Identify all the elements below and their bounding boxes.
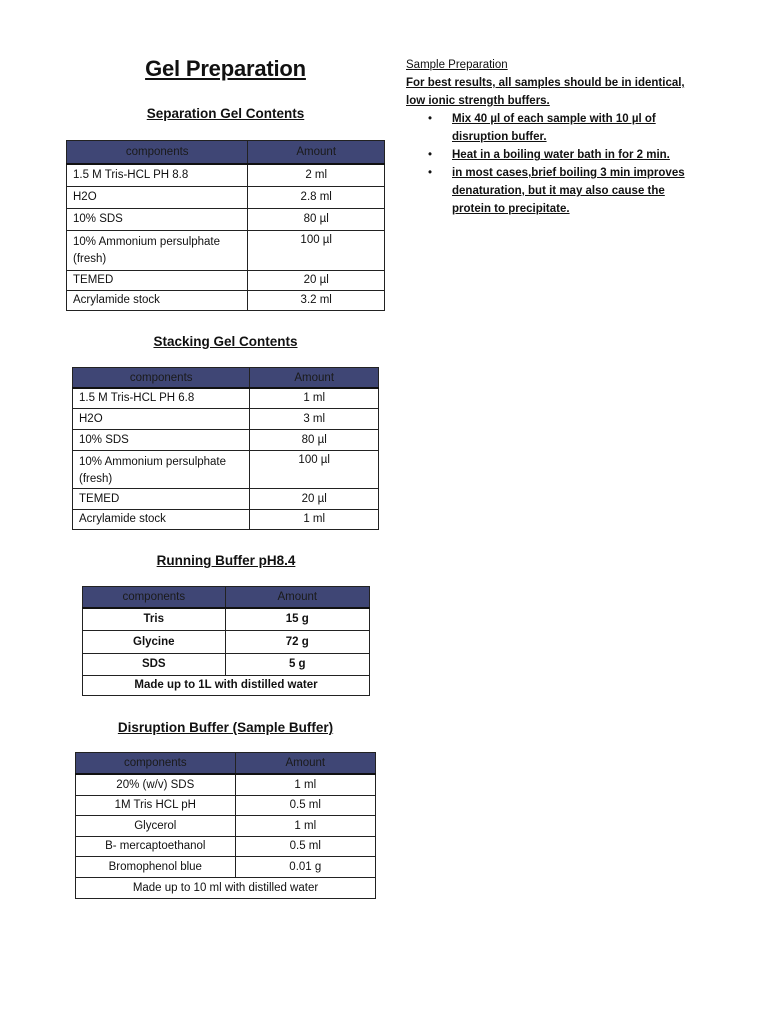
component-cell: TEMED xyxy=(73,488,250,509)
amount-cell: 1 ml xyxy=(235,815,375,836)
component-cell: Bromophenol blue xyxy=(76,856,236,877)
component-cell: Acrylamide stock xyxy=(73,509,250,529)
amount-cell: 0.5 ml xyxy=(235,836,375,856)
column-header: Amount xyxy=(248,141,385,165)
table-row xyxy=(67,230,385,270)
sample-heading: Sample Preparation xyxy=(406,59,508,71)
separation-heading: Separation Gel Contents xyxy=(146,106,305,121)
step-text: in most cases,brief boiling 3 min improves denaturation, but it may also cause the protein to precipitate. xyxy=(452,167,685,215)
amount-cell: 1 ml xyxy=(235,774,375,795)
column-header: components xyxy=(67,141,248,165)
table-row xyxy=(67,186,385,208)
table-row xyxy=(76,774,376,795)
amount-cell: 100 µl xyxy=(250,450,379,488)
column-header: components xyxy=(76,753,236,775)
step-text: Mix 40 µl of each sample with 10 µl of disruption buffer. xyxy=(452,113,656,143)
disruption-heading: Disruption Buffer (Sample Buffer) xyxy=(117,720,334,735)
step-text: Heat in a boiling water bath in for 2 min. xyxy=(452,149,670,161)
component-cell: 1M Tris HCL pH xyxy=(76,795,236,815)
component-cell: H2O xyxy=(67,186,248,208)
component-cell: Glycerol xyxy=(76,815,236,836)
component-cell: 1.5 M Tris-HCL PH 8.8 xyxy=(67,164,248,186)
table-row xyxy=(76,815,376,836)
disruption-table xyxy=(75,752,376,899)
component-cell: 10% SDS xyxy=(73,429,250,450)
component-cell: 10% Ammonium persulphate (fresh) xyxy=(73,450,250,488)
component-cell: 10% SDS xyxy=(67,208,248,230)
amount-cell: 20 µl xyxy=(250,488,379,509)
component-cell: 20% (w/v) SDS xyxy=(76,774,236,795)
table-row xyxy=(83,630,370,653)
column-header: components xyxy=(83,587,226,609)
amount-cell: 80 µl xyxy=(248,208,385,230)
amount-cell: 0.01 g xyxy=(235,856,375,877)
running-table xyxy=(82,586,370,696)
amount-cell: 80 µl xyxy=(250,429,379,450)
table-row xyxy=(83,653,370,675)
sample-intro: For best results, all samples should be in identical, low ionic strength buffers. xyxy=(406,77,685,107)
table-note: Made up to 1L with distilled water xyxy=(83,675,370,695)
table-row xyxy=(73,509,379,529)
column-header: components xyxy=(73,368,250,389)
table-row xyxy=(83,608,370,630)
table-row xyxy=(67,290,385,310)
list-item xyxy=(406,110,706,146)
sample-steps xyxy=(406,110,706,218)
table-row xyxy=(76,836,376,856)
bullet-icon: • xyxy=(428,149,433,161)
amount-cell: 3.2 ml xyxy=(248,290,385,310)
amount-cell: 5 g xyxy=(225,653,369,675)
amount-cell: 3 ml xyxy=(250,408,379,429)
table-row xyxy=(76,877,376,898)
table-row xyxy=(67,270,385,290)
sample-preparation xyxy=(406,56,706,218)
component-cell: Tris xyxy=(83,608,226,630)
component-cell: SDS xyxy=(83,653,226,675)
list-item xyxy=(406,146,706,164)
column-header: Amount xyxy=(250,368,379,389)
page-title: Gel Preparation xyxy=(145,56,306,81)
amount-cell: 1 ml xyxy=(250,509,379,529)
component-cell: B- mercaptoethanol xyxy=(76,836,236,856)
amount-cell: 2.8 ml xyxy=(248,186,385,208)
amount-cell: 15 g xyxy=(225,608,369,630)
table-row xyxy=(67,208,385,230)
amount-cell: 0.5 ml xyxy=(235,795,375,815)
separation-table xyxy=(66,140,385,311)
bullet-icon: • xyxy=(428,113,433,125)
component-cell: 1.5 M Tris-HCL PH 6.8 xyxy=(73,388,250,408)
table-row xyxy=(76,856,376,877)
component-cell: 10% Ammonium persulphate (fresh) xyxy=(67,230,248,270)
component-cell: TEMED xyxy=(67,270,248,290)
table-row xyxy=(73,488,379,509)
amount-cell: 72 g xyxy=(225,630,369,653)
amount-cell: 1 ml xyxy=(250,388,379,408)
list-item xyxy=(406,164,706,218)
table-row xyxy=(73,450,379,488)
amount-cell: 20 µl xyxy=(248,270,385,290)
table-row xyxy=(76,795,376,815)
bullet-icon: • xyxy=(428,167,433,179)
column-header: Amount xyxy=(235,753,375,775)
table-row xyxy=(73,429,379,450)
table-row xyxy=(73,388,379,408)
component-cell: Acrylamide stock xyxy=(67,290,248,310)
amount-cell: 2 ml xyxy=(248,164,385,186)
component-cell: Glycine xyxy=(83,630,226,653)
component-cell: H2O xyxy=(73,408,250,429)
stacking-table xyxy=(72,367,379,530)
table-row xyxy=(67,164,385,186)
table-row xyxy=(83,675,370,695)
column-header: Amount xyxy=(225,587,369,609)
amount-cell: 100 µl xyxy=(248,230,385,270)
running-heading: Running Buffer pH8.4 xyxy=(156,553,296,568)
table-note: Made up to 10 ml with distilled water xyxy=(76,877,376,898)
table-row xyxy=(73,408,379,429)
stacking-heading: Stacking Gel Contents xyxy=(153,334,298,349)
